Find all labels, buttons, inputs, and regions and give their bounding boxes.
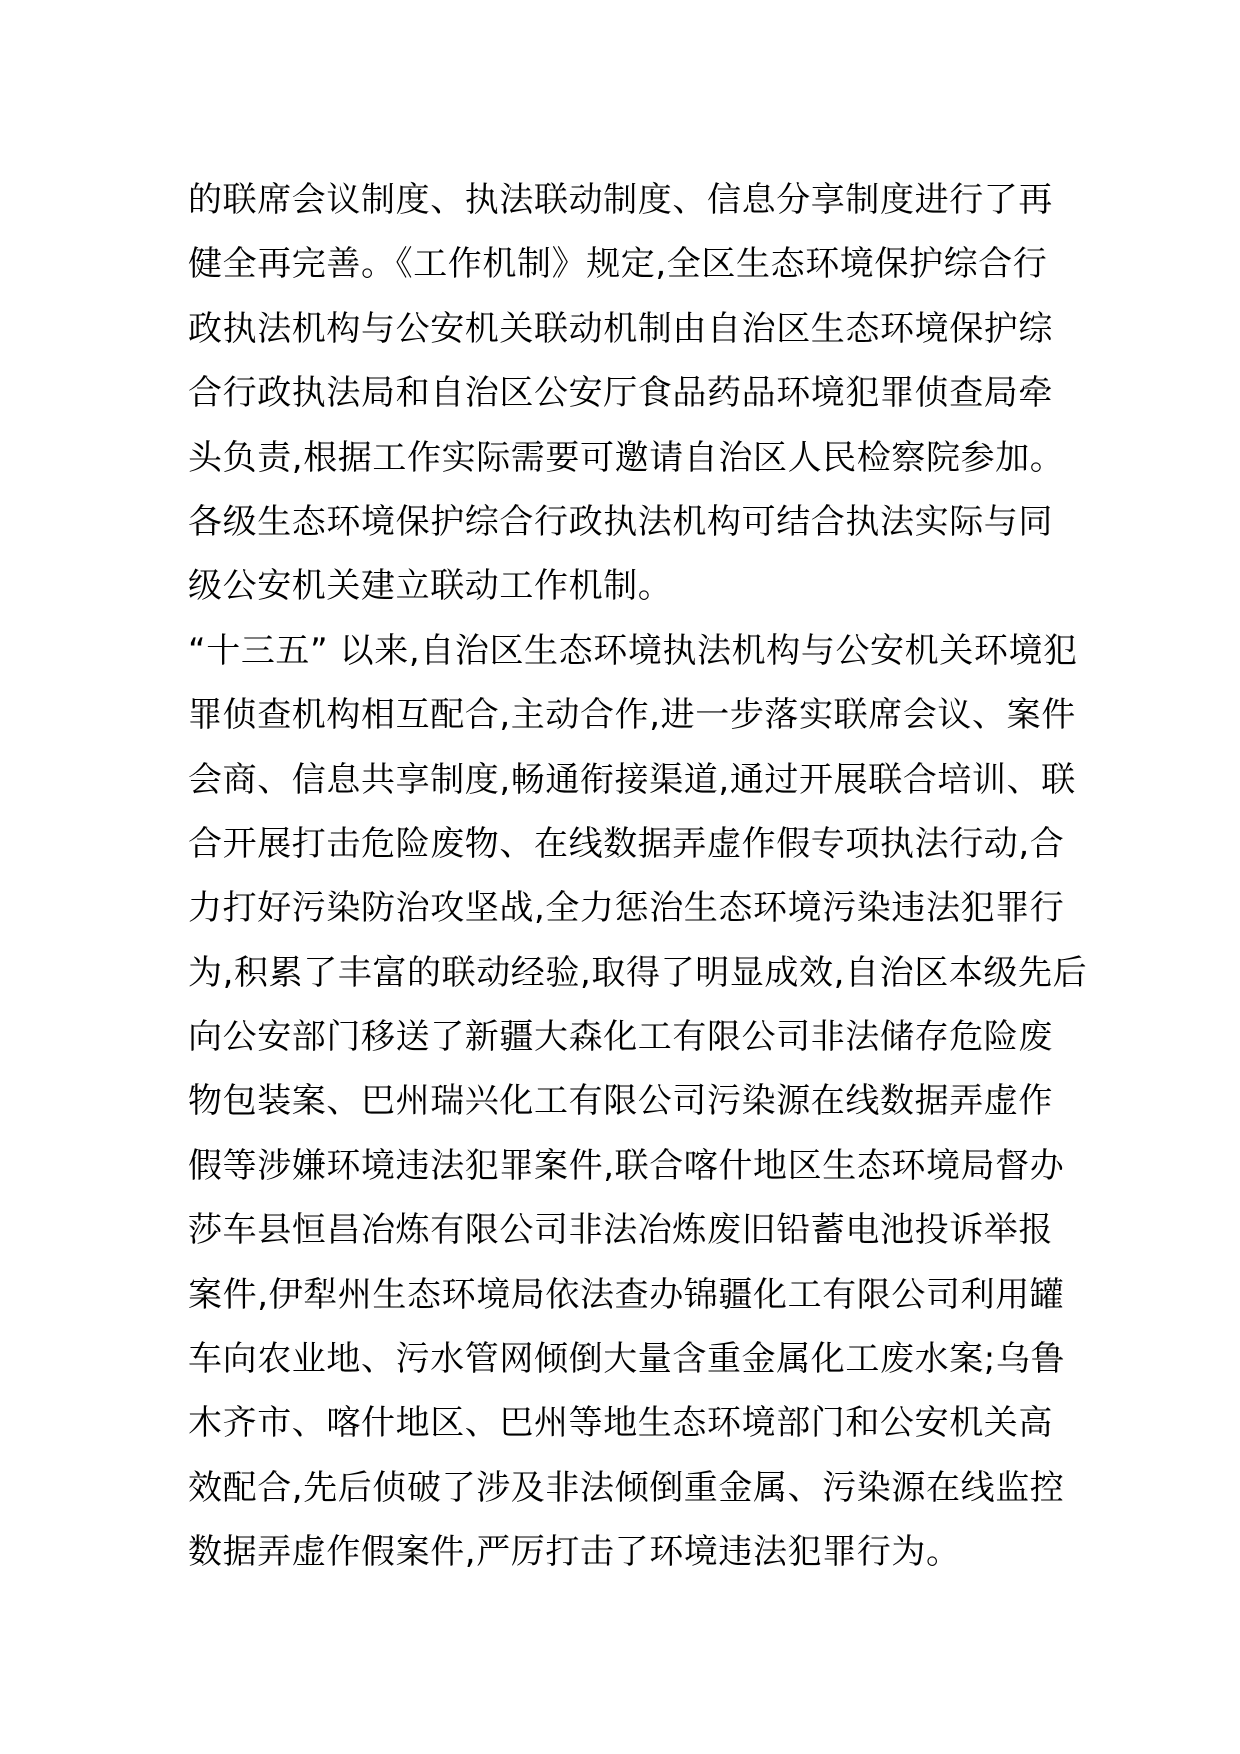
text-line: 效配合,先后侦破了涉及非法倾倒重金属、污染源在线监控: [188, 1467, 1065, 1508]
text-line: 向公安部门移送了新疆大森化工有限公司非法储存危险废: [188, 1017, 1053, 1058]
text-line: “十三五” 以来,自治区生态环境执法机构与公安机关环境犯: [188, 630, 1078, 671]
text-line: 健全再完善。《工作机制》规定,全区生态环境保护综合行: [188, 244, 1048, 285]
text-line: 头负责,根据工作实际需要可邀请自治区人民检察院参加。: [188, 437, 1065, 478]
text-line: 合行政执法局和自治区公安厅食品药品环境犯罪侦查局牵: [188, 373, 1053, 414]
text-line: 假等涉嫌环境违法犯罪案件,联合喀什地区生态环境局督办: [188, 1145, 1065, 1186]
text-line: 各级生态环境保护综合行政执法机构可结合执法实际与同: [188, 501, 1053, 542]
text-line: 级公安机关建立联动工作机制。: [188, 566, 673, 607]
body-text: [188, 168, 1088, 1585]
text-line: 莎车县恒昌冶炼有限公司非法冶炼废旧铅蓄电池投诉举报: [188, 1210, 1053, 1251]
text-line: 车向农业地、污水管网倾倒大量含重金属化工废水案;乌鲁: [188, 1339, 1066, 1380]
text-line: 为,积累了丰富的联动经验,取得了明显成效,自治区本级先后: [188, 952, 1088, 993]
text-line: 物包装案、巴州瑞兴化工有限公司污染源在线数据弄虚作: [188, 1081, 1053, 1122]
text-line: 政执法机构与公安机关联动机制由自治区生态环境保护综: [188, 308, 1053, 349]
text-line: 罪侦查机构相互配合,主动合作,进一步落实联席会议、案件: [188, 695, 1076, 736]
text-line: 会商、信息共享制度,畅通衔接渠道,通过开展联合培训、联: [188, 759, 1076, 800]
text-line: 力打好污染防治攻坚战,全力惩治生态环境污染违法犯罪行: [188, 888, 1065, 929]
text-line: 木齐市、喀什地区、巴州等地生态环境部门和公安机关高: [188, 1403, 1053, 1444]
text-line: 数据弄虚作假案件,严厉打击了环境违法犯罪行为。: [188, 1532, 961, 1573]
text-line: 案件,伊犁州生态环境局依法查办锦疆化工有限公司利用罐: [188, 1274, 1065, 1315]
text-line: 的联席会议制度、执法联动制度、信息分享制度进行了再: [188, 180, 1053, 220]
text-line: 合开展打击危险废物、在线数据弄虚作假专项执法行动,合: [188, 823, 1065, 864]
